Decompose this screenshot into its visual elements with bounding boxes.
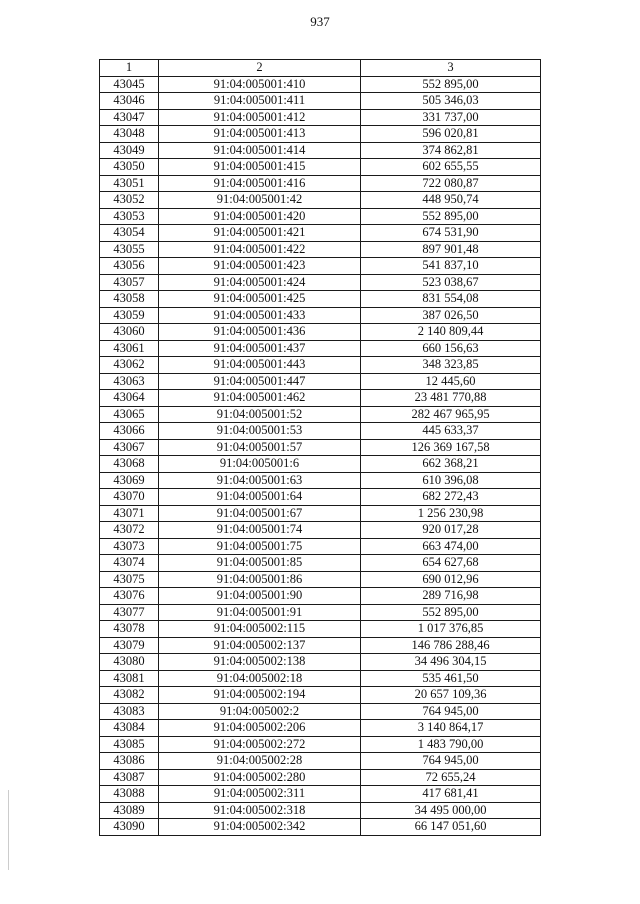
row-number-cell: 43072 [100,522,159,539]
table-row [100,307,541,324]
table-row [100,621,541,638]
row-number-cell: 43050 [100,159,159,176]
row-number-cell: 43077 [100,604,159,621]
row-number-cell: 43068 [100,456,159,473]
row-number-cell: 43048 [100,126,159,143]
cadastral-value-cell: 535 461,50 [361,670,541,687]
table-row [100,324,541,341]
cadastral-number-cell: 91:04:005001:57 [159,439,361,456]
table-row [100,802,541,819]
table-row [100,258,541,275]
table-row [100,159,541,176]
cadastral-number-cell: 91:04:005001:437 [159,340,361,357]
cadastral-value-cell: 764 945,00 [361,703,541,720]
cadastral-value-cell: 602 655,55 [361,159,541,176]
row-number-cell: 43083 [100,703,159,720]
table-header-row [100,60,541,77]
table-row [100,786,541,803]
table-row [100,126,541,143]
cadastral-number-cell: 91:04:005002:311 [159,786,361,803]
table-row [100,703,541,720]
table-row [100,654,541,671]
column-header-3: 3 [361,60,541,77]
cadastral-value-cell: 23 481 770,88 [361,390,541,407]
cadastral-value-cell: 552 895,00 [361,208,541,225]
row-number-cell: 43085 [100,736,159,753]
row-number-cell: 43067 [100,439,159,456]
cadastral-number-cell: 91:04:005001:410 [159,76,361,93]
row-number-cell: 43052 [100,192,159,209]
cadastral-number-cell: 91:04:005001:424 [159,274,361,291]
row-number-cell: 43076 [100,588,159,605]
table-row [100,555,541,572]
cadastral-number-cell: 91:04:005001:74 [159,522,361,539]
cadastral-number-cell: 91:04:005002:138 [159,654,361,671]
cadastral-number-cell: 91:04:005001:85 [159,555,361,572]
cadastral-number-cell: 91:04:005002:137 [159,637,361,654]
table-row [100,439,541,456]
cadastral-number-cell: 91:04:005001:42 [159,192,361,209]
row-number-cell: 43059 [100,307,159,324]
cadastral-number-cell: 91:04:005002:28 [159,753,361,770]
cadastral-number-cell: 91:04:005002:115 [159,621,361,638]
table-row [100,423,541,440]
table-row [100,637,541,654]
column-header-1: 1 [100,60,159,77]
table-row [100,472,541,489]
table-row [100,571,541,588]
cadastral-value-cell: 654 627,68 [361,555,541,572]
row-number-cell: 43054 [100,225,159,242]
row-number-cell: 43055 [100,241,159,258]
table-row [100,175,541,192]
cadastral-value-cell: 34 495 000,00 [361,802,541,819]
cadastral-number-cell: 91:04:005001:6 [159,456,361,473]
cadastral-number-cell: 91:04:005002:318 [159,802,361,819]
cadastral-number-cell: 91:04:005002:342 [159,819,361,836]
table-row [100,142,541,159]
table-row [100,687,541,704]
cadastral-number-cell: 91:04:005001:52 [159,406,361,423]
page-number: 937 [310,14,330,29]
row-number-cell: 43058 [100,291,159,308]
table-row [100,769,541,786]
table-row [100,489,541,506]
row-number-cell: 43051 [100,175,159,192]
table-row [100,670,541,687]
table-row [100,736,541,753]
table-body [100,76,541,835]
table-row [100,373,541,390]
cadastral-value-cell: 34 496 304,15 [361,654,541,671]
row-number-cell: 43090 [100,819,159,836]
cadastral-number-cell: 91:04:005001:416 [159,175,361,192]
cadastral-number-cell: 91:04:005001:443 [159,357,361,374]
cadastral-number-cell: 91:04:005001:462 [159,390,361,407]
cadastral-value-cell: 331 737,00 [361,109,541,126]
row-number-cell: 43065 [100,406,159,423]
cadastral-number-cell: 91:04:005001:425 [159,291,361,308]
column-header-2: 2 [159,60,361,77]
row-number-cell: 43049 [100,142,159,159]
row-number-cell: 43074 [100,555,159,572]
row-number-cell: 43062 [100,357,159,374]
cadastral-value-cell: 682 272,43 [361,489,541,506]
row-number-cell: 43088 [100,786,159,803]
cadastral-value-cell: 2 140 809,44 [361,324,541,341]
table-row [100,753,541,770]
table-row [100,819,541,836]
cadastral-number-cell: 91:04:005001:86 [159,571,361,588]
row-number-cell: 43046 [100,93,159,110]
cadastral-number-cell: 91:04:005001:423 [159,258,361,275]
cadastral-value-cell: 282 467 965,95 [361,406,541,423]
cadastral-number-cell: 91:04:005002:206 [159,720,361,737]
row-number-cell: 43073 [100,538,159,555]
cadastral-value-cell: 348 323,85 [361,357,541,374]
cadastral-number-cell: 91:04:005001:91 [159,604,361,621]
row-number-cell: 43064 [100,390,159,407]
cadastral-value-cell: 541 837,10 [361,258,541,275]
cadastral-value-cell: 505 346,03 [361,93,541,110]
cadastral-number-cell: 91:04:005001:412 [159,109,361,126]
row-number-cell: 43070 [100,489,159,506]
cadastral-number-cell: 91:04:005002:2 [159,703,361,720]
table-row [100,340,541,357]
margin-scan-mark [8,790,9,870]
cadastral-value-cell: 3 140 864,17 [361,720,541,737]
cadastral-value-cell: 897 901,48 [361,241,541,258]
cadastral-number-cell: 91:04:005001:433 [159,307,361,324]
cadastral-value-cell: 831 554,08 [361,291,541,308]
table-row [100,241,541,258]
row-number-cell: 43061 [100,340,159,357]
cadastral-value-cell: 1 256 230,98 [361,505,541,522]
table-row [100,291,541,308]
cadastral-value-cell: 523 038,67 [361,274,541,291]
cadastral-value-cell: 146 786 288,46 [361,637,541,654]
row-number-cell: 43084 [100,720,159,737]
cadastral-value-cell: 764 945,00 [361,753,541,770]
table-row [100,588,541,605]
table-row [100,538,541,555]
cadastral-value-cell: 387 026,50 [361,307,541,324]
cadastral-value-cell: 552 895,00 [361,604,541,621]
row-number-cell: 43078 [100,621,159,638]
row-number-cell: 43075 [100,571,159,588]
cadastral-value-cell: 674 531,90 [361,225,541,242]
cadastral-number-cell: 91:04:005002:272 [159,736,361,753]
row-number-cell: 43063 [100,373,159,390]
table-row [100,406,541,423]
table-row [100,505,541,522]
cadastral-value-cell: 663 474,00 [361,538,541,555]
table-row [100,390,541,407]
table-header [100,60,541,77]
cadastral-value-cell: 610 396,08 [361,472,541,489]
table-row [100,192,541,209]
table-row [100,357,541,374]
table-row [100,522,541,539]
cadastral-value-cell: 662 368,21 [361,456,541,473]
cadastral-number-cell: 91:04:005002:194 [159,687,361,704]
cadastral-number-cell: 91:04:005001:413 [159,126,361,143]
table-row [100,93,541,110]
cadastral-value-cell: 596 020,81 [361,126,541,143]
cadastral-value-cell: 552 895,00 [361,76,541,93]
table-row [100,604,541,621]
cadastral-number-cell: 91:04:005001:421 [159,225,361,242]
row-number-cell: 43079 [100,637,159,654]
table-row [100,456,541,473]
table-row [100,720,541,737]
row-number-cell: 43060 [100,324,159,341]
cadastral-number-cell: 91:04:005001:90 [159,588,361,605]
cadastral-value-cell: 417 681,41 [361,786,541,803]
cadastral-value-table [99,59,541,836]
cadastral-number-cell: 91:04:005001:422 [159,241,361,258]
cadastral-value-cell: 660 156,63 [361,340,541,357]
cadastral-value-cell: 374 862,81 [361,142,541,159]
row-number-cell: 43069 [100,472,159,489]
cadastral-number-cell: 91:04:005001:447 [159,373,361,390]
cadastral-value-cell: 1 017 376,85 [361,621,541,638]
cadastral-number-cell: 91:04:005001:415 [159,159,361,176]
cadastral-number-cell: 91:04:005001:64 [159,489,361,506]
cadastral-number-cell: 91:04:005001:436 [159,324,361,341]
cadastral-value-cell: 722 080,87 [361,175,541,192]
row-number-cell: 43071 [100,505,159,522]
table-row [100,274,541,291]
row-number-cell: 43082 [100,687,159,704]
row-number-cell: 43080 [100,654,159,671]
cadastral-number-cell: 91:04:005002:18 [159,670,361,687]
cadastral-value-cell: 126 369 167,58 [361,439,541,456]
table-row [100,225,541,242]
row-number-cell: 43047 [100,109,159,126]
row-number-cell: 43057 [100,274,159,291]
cadastral-value-cell: 690 012,96 [361,571,541,588]
row-number-cell: 43056 [100,258,159,275]
table-row [100,208,541,225]
row-number-cell: 43086 [100,753,159,770]
cadastral-value-cell: 448 950,74 [361,192,541,209]
cadastral-number-cell: 91:04:005001:75 [159,538,361,555]
cadastral-number-cell: 91:04:005001:420 [159,208,361,225]
table-row [100,109,541,126]
cadastral-number-cell: 91:04:005001:411 [159,93,361,110]
row-number-cell: 43087 [100,769,159,786]
cadastral-value-cell: 920 017,28 [361,522,541,539]
cadastral-value-cell: 72 655,24 [361,769,541,786]
row-number-cell: 43066 [100,423,159,440]
cadastral-value-cell: 289 716,98 [361,588,541,605]
cadastral-value-cell: 12 445,60 [361,373,541,390]
row-number-cell: 43045 [100,76,159,93]
cadastral-number-cell: 91:04:005001:67 [159,505,361,522]
cadastral-value-cell: 445 633,37 [361,423,541,440]
row-number-cell: 43089 [100,802,159,819]
cadastral-number-cell: 91:04:005001:414 [159,142,361,159]
table-row [100,76,541,93]
cadastral-number-cell: 91:04:005001:63 [159,472,361,489]
row-number-cell: 43053 [100,208,159,225]
cadastral-number-cell: 91:04:005002:280 [159,769,361,786]
cadastral-value-cell: 1 483 790,00 [361,736,541,753]
cadastral-value-cell: 20 657 109,36 [361,687,541,704]
cadastral-value-cell: 66 147 051,60 [361,819,541,836]
cadastral-number-cell: 91:04:005001:53 [159,423,361,440]
row-number-cell: 43081 [100,670,159,687]
